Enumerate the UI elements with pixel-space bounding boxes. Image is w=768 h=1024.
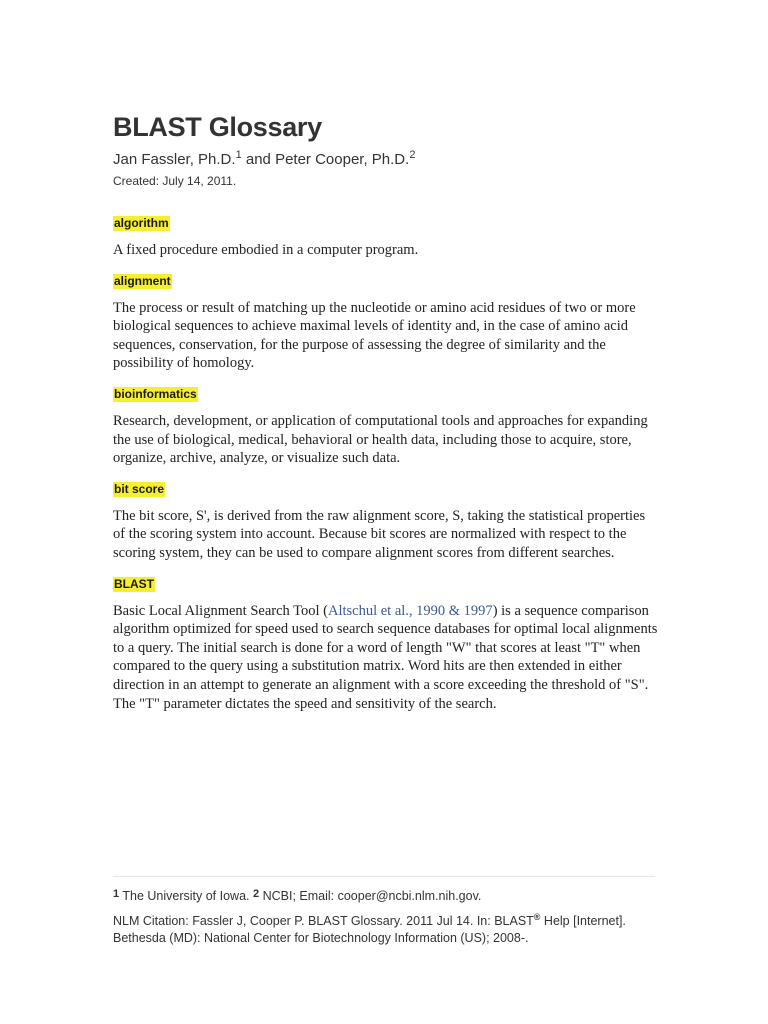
- author-conjunction: and: [241, 151, 276, 168]
- registered-mark: ®: [533, 912, 541, 922]
- author-line: [113, 150, 658, 170]
- glossary-term: bit score: [114, 481, 165, 496]
- author-2: Peter Cooper, Ph.D.: [275, 151, 410, 168]
- footnote-1-text: The University of Iowa.: [119, 889, 253, 903]
- glossary-entry: [113, 575, 658, 714]
- citation-text-after: Help [Internet]. Bethesda (MD): National Center for Biotechnology Information (US); 2008-.: [113, 914, 626, 945]
- glossary-term: alignment: [114, 273, 171, 288]
- author-1: Jan Fassler, Ph.D.: [113, 151, 236, 168]
- citation-link[interactable]: Altschul et al., 1990 & 1997: [327, 602, 493, 619]
- definition-text-after: ) is a sequence comparison algorithm optimized for speed used to search sequence databases for optimal local alignments to a query. The initial search is done for a word of length "W" that scores at least "T" when compared to the query using a substitution matrix. Word hits are then extended in either direction in an attempt to generate an alignment with a score exceeding the threshold of "S". The "T" parameter dictates the speed and sensitivity of the search.: [113, 602, 658, 712]
- glossary-definition: Research, development, or application of computational tools and approaches for expanding the use of biological, medical, behavioral or health data, including those to acquire, store, organize, archive, analyze, or visualize such data.: [113, 412, 648, 467]
- definition-text-before: Basic Local Alignment Search Tool (: [113, 602, 328, 619]
- glossary-entry: [113, 385, 658, 468]
- footnotes: [113, 886, 655, 904]
- author-1-footnote-mark[interactable]: 1: [235, 149, 242, 161]
- created-date: Created: July 14, 2011.: [113, 174, 237, 188]
- main-content: [113, 110, 658, 713]
- footnote-2-text: NCBI; Email: cooper@ncbi.nlm.nih.gov.: [259, 889, 482, 903]
- nlm-citation: [113, 913, 655, 947]
- glossary-entry: [113, 480, 658, 563]
- glossary-entry: [113, 214, 658, 260]
- glossary-entry: [113, 272, 658, 373]
- footnote-1-mark: 1: [113, 888, 120, 900]
- glossary-term: BLAST: [114, 576, 154, 591]
- page-title: BLAST Glossary: [113, 112, 322, 142]
- glossary-term: algorithm: [114, 216, 169, 230]
- glossary-term: bioinformatics: [114, 386, 197, 401]
- author-2-footnote-mark[interactable]: 2: [409, 149, 416, 161]
- glossary-definition: [113, 602, 658, 714]
- page-footer: [113, 876, 655, 947]
- glossary-definition: The bit score, S', is derived from the raw alignment score, S, taking the statistical properties of the scoring system into account. Because bit scores are normalized with respect to the scoring system, they can be used to compare alignment scores from different searches.: [113, 507, 646, 561]
- citation-text-before: NLM Citation: Fassler J, Cooper P. BLAST Glossary. 2011 Jul 14. In: BLAST: [113, 914, 534, 928]
- footnote-2-mark: 2: [252, 888, 260, 900]
- glossary-definition: A fixed procedure embodied in a computer program.: [113, 242, 419, 258]
- glossary-definition: The process or result of matching up the nucleotide or amino acid residues of two or more biological sequences to achieve maximal levels of identity and, in the case of amino acid sequences, conservation, for the purpose of assessing the degree of similarity and the possibility of homology.: [113, 299, 636, 372]
